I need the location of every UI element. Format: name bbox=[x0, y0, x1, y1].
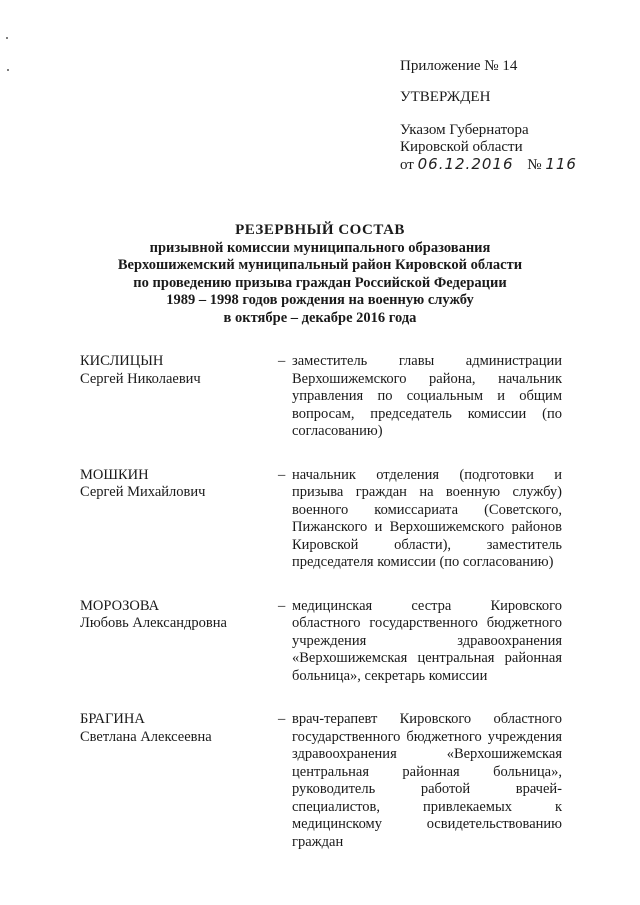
member-entry bbox=[80, 467, 562, 572]
scan-artifact bbox=[7, 69, 9, 71]
handwritten-number: 116 bbox=[545, 155, 577, 173]
dash-separator: – bbox=[278, 711, 286, 727]
decree-line-1: Указом Губернатора bbox=[400, 122, 529, 138]
title-line-1: призывной комиссии муниципального образования bbox=[149, 239, 491, 256]
member-role: медицинская сестра Кировского областного государственного бюджетного учреждения здравоохранения «Верхошижемская центральная районная больница», секретарь комиссии bbox=[292, 597, 562, 684]
title-line-5: в октябре – декабре 2016 года bbox=[223, 309, 417, 326]
member-surname: КИСЛИЦЫН bbox=[80, 353, 164, 369]
dash-separator: – bbox=[278, 597, 286, 614]
member-role: заместитель главы администрации Верхошижемского района, начальник управления по социальным и общим вопросам, председатель комиссии (по согласованию) bbox=[292, 353, 562, 439]
decree-date-line bbox=[400, 156, 577, 174]
dash-separator: – bbox=[278, 353, 286, 369]
member-role: начальник отделения (подготовки и призыва граждан на военную службу) военного комиссариата (Советского, Пижанского и Верхошижемского районов Кировской области), заместитель председателя комиссии (по согласованию) bbox=[292, 466, 562, 570]
document-title bbox=[80, 222, 560, 327]
member-entry bbox=[80, 353, 562, 441]
member-given-names: Сергей Николаевич bbox=[80, 370, 201, 387]
number-sign: № bbox=[527, 157, 542, 173]
dash-separator: – bbox=[278, 466, 286, 483]
member-surname: БРАГИНА bbox=[80, 711, 145, 727]
member-role: врач-терапевт Кировского областного государственного бюджетного учреждения здравоохранения «Верхошижемская центральная районная больница», руководитель работой врачей-специалистов, привлекаемых к медицинскому освидетельствованию граждан bbox=[292, 711, 562, 850]
handwritten-date: 06.12.2016 bbox=[417, 155, 514, 173]
member-name bbox=[80, 711, 278, 746]
member-name bbox=[80, 467, 278, 502]
title-line-2: Верхошижемский муниципальный район Кировской области bbox=[117, 257, 523, 273]
scan-artifact bbox=[6, 37, 8, 39]
member-entry bbox=[80, 598, 562, 686]
member-name bbox=[80, 598, 278, 633]
approved-label: УТВЕРЖДЕН bbox=[400, 89, 491, 105]
appendix-number: Приложение № 14 bbox=[400, 58, 518, 74]
member-given-names: Светлана Алексеевна bbox=[80, 728, 212, 745]
title-line-4: 1989 – 1998 годов рождения на военную службу bbox=[166, 292, 474, 308]
member-entry bbox=[80, 711, 562, 851]
title-line-3: по проведению призыва граждан Российской Федерации bbox=[133, 274, 507, 291]
members-list bbox=[80, 353, 562, 851]
member-given-names: Сергей Михайлович bbox=[80, 484, 206, 500]
title-main: РЕЗЕРВНЫЙ СОСТАВ bbox=[235, 222, 405, 238]
member-given-names: Любовь Александровна bbox=[80, 615, 227, 631]
member-name bbox=[80, 353, 278, 388]
date-prefix: от bbox=[400, 157, 414, 173]
member-surname: МОШКИН bbox=[80, 466, 149, 483]
approval-stamp-block bbox=[400, 58, 577, 174]
member-surname: МОРОЗОВА bbox=[80, 597, 160, 614]
decree-line-2: Кировской области bbox=[400, 139, 523, 155]
